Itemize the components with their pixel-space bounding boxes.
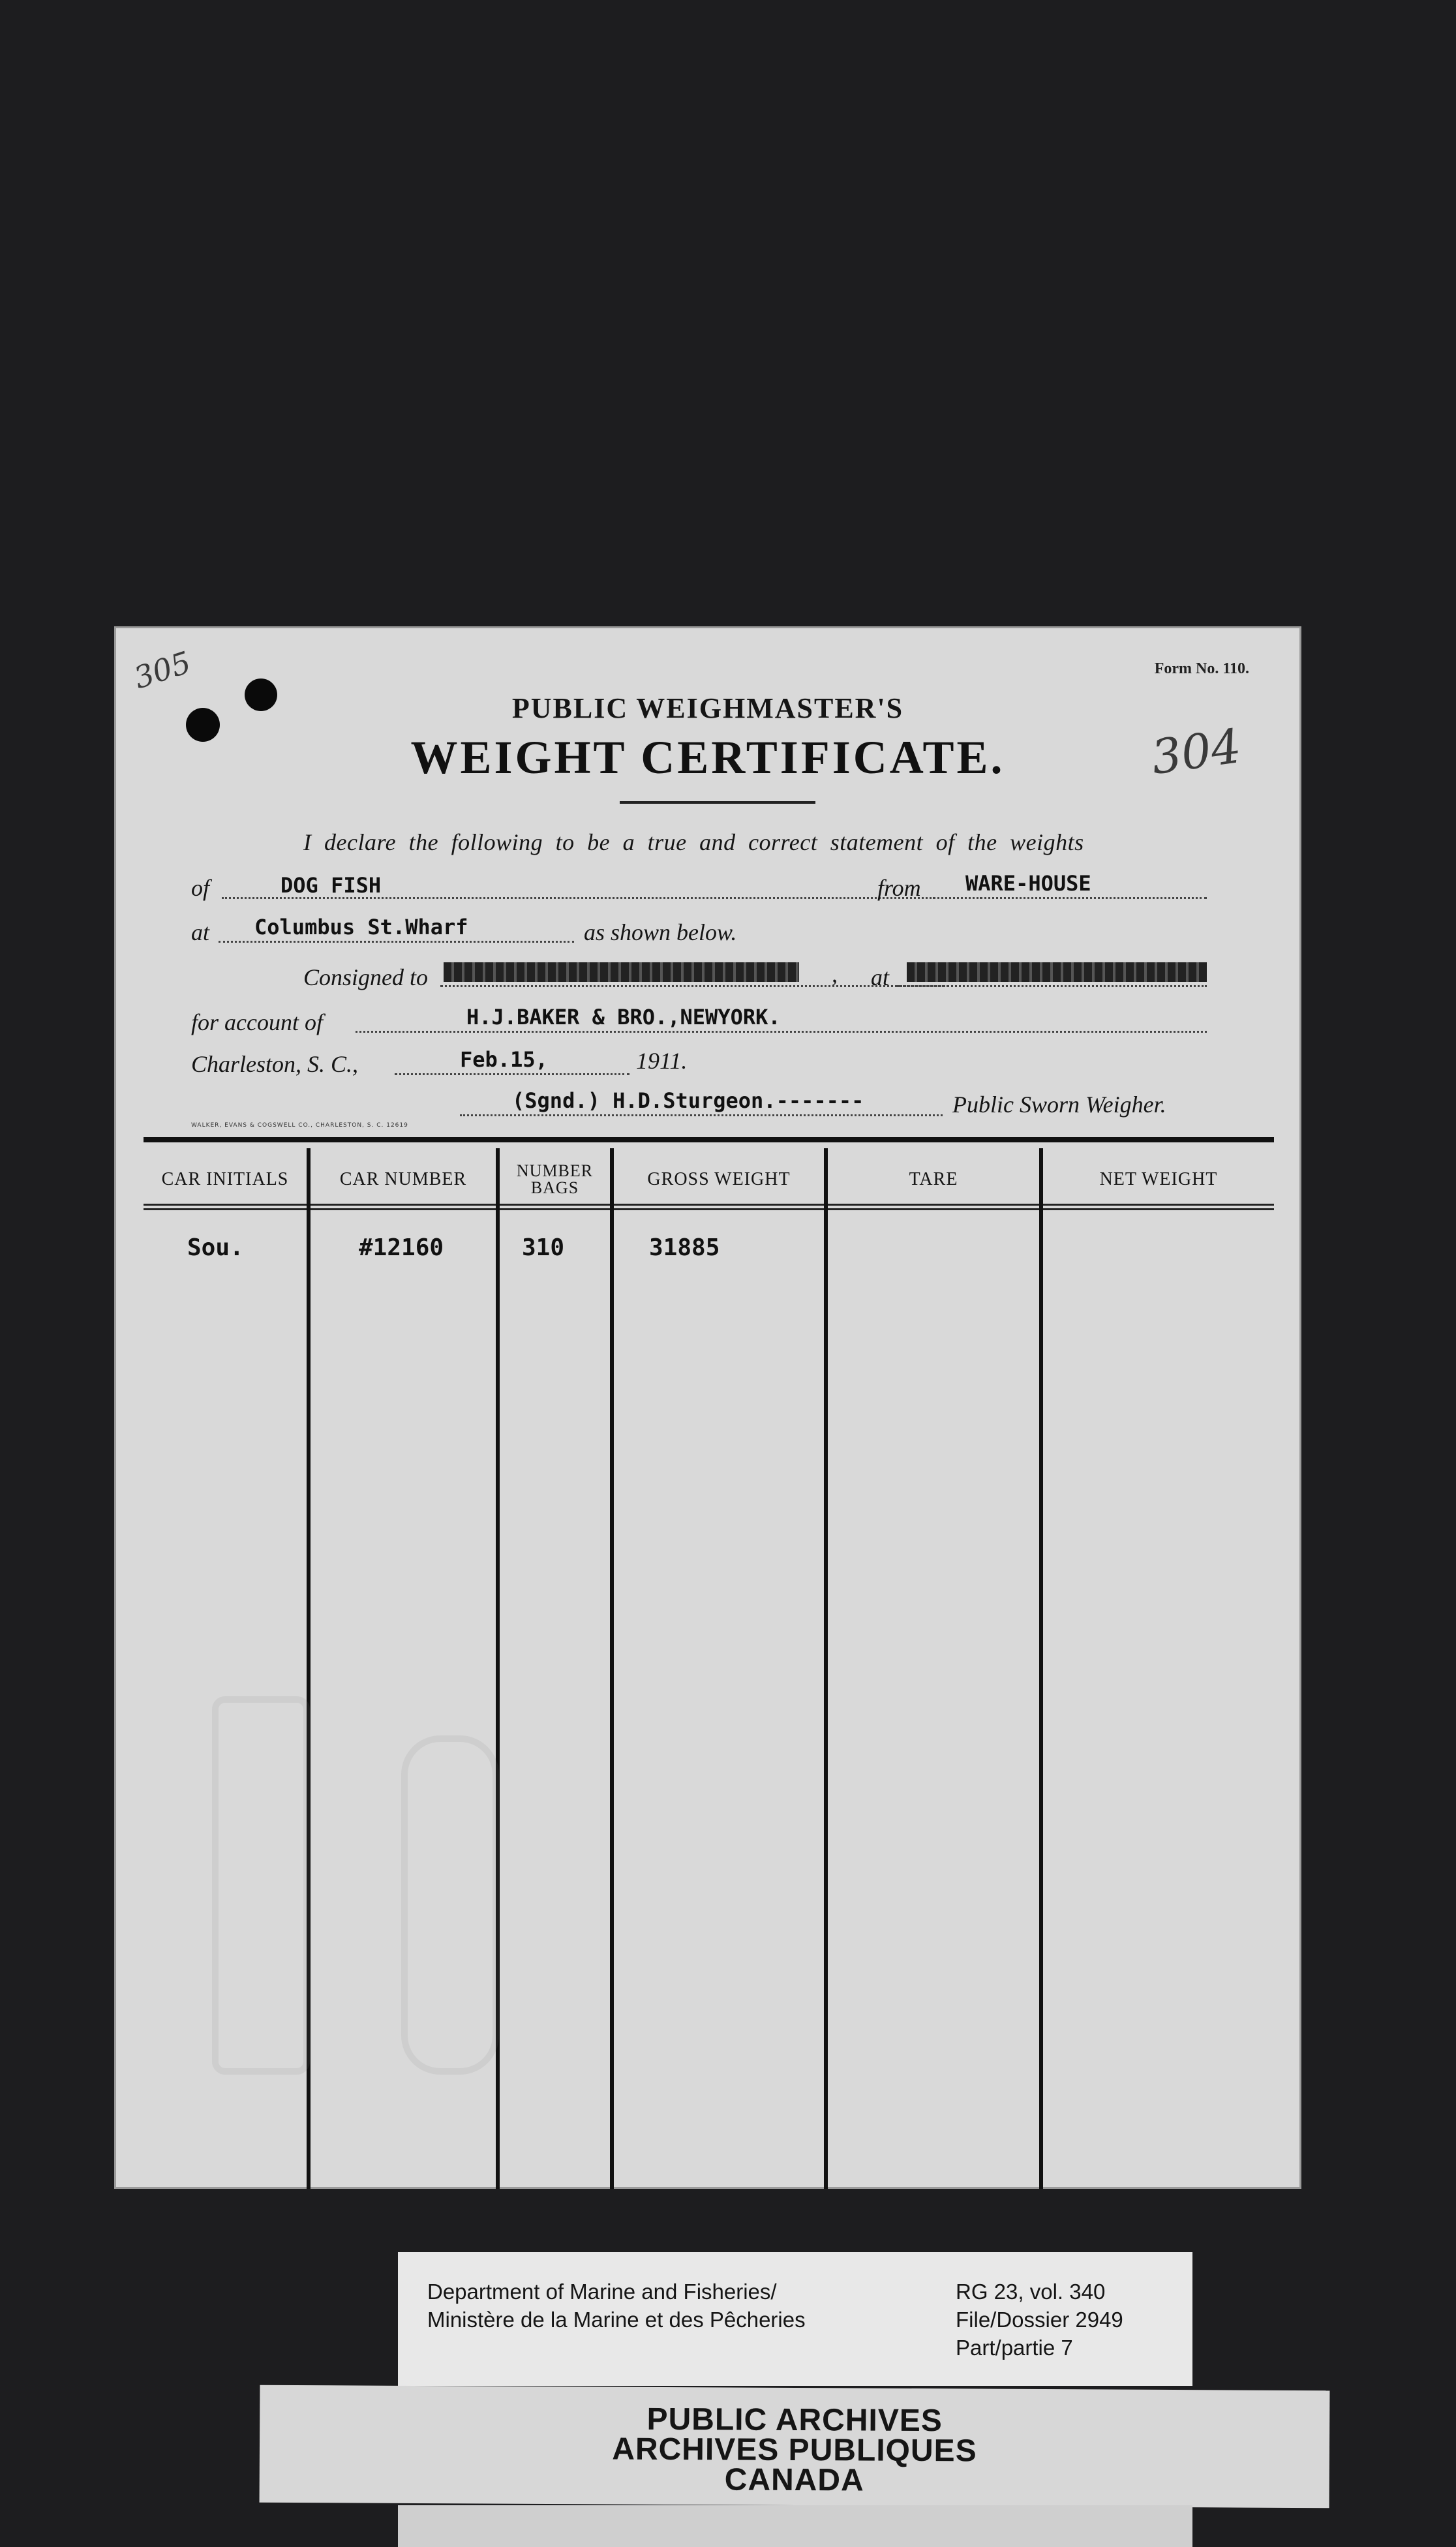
cell-car-initials: Sou.	[187, 1234, 244, 1261]
header-tare: TARE	[909, 1169, 958, 1189]
table-top-rule	[144, 1137, 1274, 1142]
title-divider	[620, 801, 815, 804]
header-net-weight: NET WEIGHT	[1099, 1169, 1218, 1189]
at-2-dotted-line	[897, 985, 1207, 987]
at-label: at	[191, 919, 210, 945]
year-value: 1911.	[636, 1048, 688, 1074]
header-bottom-rule-2	[144, 1208, 1274, 1210]
column-divider-5	[1039, 1148, 1043, 2189]
header-car-initials: CAR INITIALS	[161, 1169, 289, 1189]
of-label: of	[191, 875, 210, 901]
at-dotted-line	[219, 941, 574, 943]
shown-below-text: as shown below.	[584, 919, 737, 945]
printer-imprint: WALKER, EVANS & COGSWELL CO., CHARLESTON, S. C. 12619	[191, 1122, 408, 1129]
department-english: Department of Marine and Fisheries/	[427, 2280, 777, 2304]
account-dotted-line	[356, 1031, 1207, 1033]
show-through-mark-2	[401, 1735, 499, 2075]
certificate-page	[114, 626, 1301, 2189]
column-divider-3	[610, 1148, 614, 2189]
consigned-label: Consigned to	[303, 964, 429, 990]
signature-dotted-line	[460, 1114, 943, 1116]
reference-file: File/Dossier 2949	[956, 2308, 1123, 2332]
declaration-text: I declare the following to be a true and correct statement of the weights	[303, 829, 1084, 855]
at-2-struck-out	[907, 962, 1207, 982]
archive-reference-card	[398, 2252, 1192, 2386]
of-value: DOG FISH	[281, 873, 382, 898]
margin-note-top-right: 304	[1147, 718, 1245, 785]
public-archives-stamp	[260, 2385, 1330, 2509]
from-dotted-line	[933, 897, 1207, 899]
header-gross-weight: GROSS WEIGHT	[647, 1169, 791, 1189]
title-line-1: PUBLIC WEIGHMASTER'S	[511, 692, 904, 724]
header-number-bags: NUMBER BAGS	[516, 1161, 594, 1197]
stamp-line-1: PUBLIC ARCHIVES	[646, 2402, 943, 2439]
date-value: Feb.15,	[460, 1047, 548, 1072]
show-through-mark-1	[212, 1696, 310, 2075]
consigned-struck-out	[444, 962, 799, 982]
from-label: from	[877, 875, 921, 901]
consigned-comma: ,	[832, 961, 838, 987]
at-2-label: at	[871, 964, 890, 990]
from-value: WARE-HOUSE	[965, 871, 1091, 896]
form-number: Form No. 110.	[1154, 660, 1249, 677]
account-value: H.J.BAKER & BRO.,NEWYORK.	[466, 1005, 781, 1029]
margin-note-top-left: 305	[129, 644, 196, 696]
signature-value: (Sgnd.) H.D.Sturgeon.-------	[512, 1088, 864, 1113]
cell-car-number: #12160	[359, 1234, 444, 1261]
department-french: Ministère de la Marine et des Pêcheries	[427, 2308, 806, 2332]
date-dotted-line	[395, 1073, 629, 1075]
charleston-label: Charleston, S. C.,	[191, 1051, 359, 1077]
signature-label: Public Sworn Weigher.	[952, 1091, 1166, 1118]
cell-number-bags: 310	[522, 1234, 565, 1261]
stamp-line-3: CANADA	[724, 2462, 864, 2498]
column-divider-4	[824, 1148, 828, 2189]
title-line-2: WEIGHT CERTIFICATE.	[410, 731, 1005, 784]
account-label: for account of	[191, 1009, 323, 1035]
at-value: Columbus St.Wharf	[254, 915, 468, 939]
stamp-line-2: ARCHIVES PUBLIQUES	[612, 2432, 977, 2469]
header-car-number: CAR NUMBER	[339, 1169, 467, 1189]
reference-rg: RG 23, vol. 340	[956, 2280, 1106, 2304]
cell-gross-weight: 31885	[649, 1234, 720, 1261]
bottom-card-strip	[398, 2505, 1192, 2547]
reference-part: Part/partie 7	[956, 2336, 1073, 2360]
